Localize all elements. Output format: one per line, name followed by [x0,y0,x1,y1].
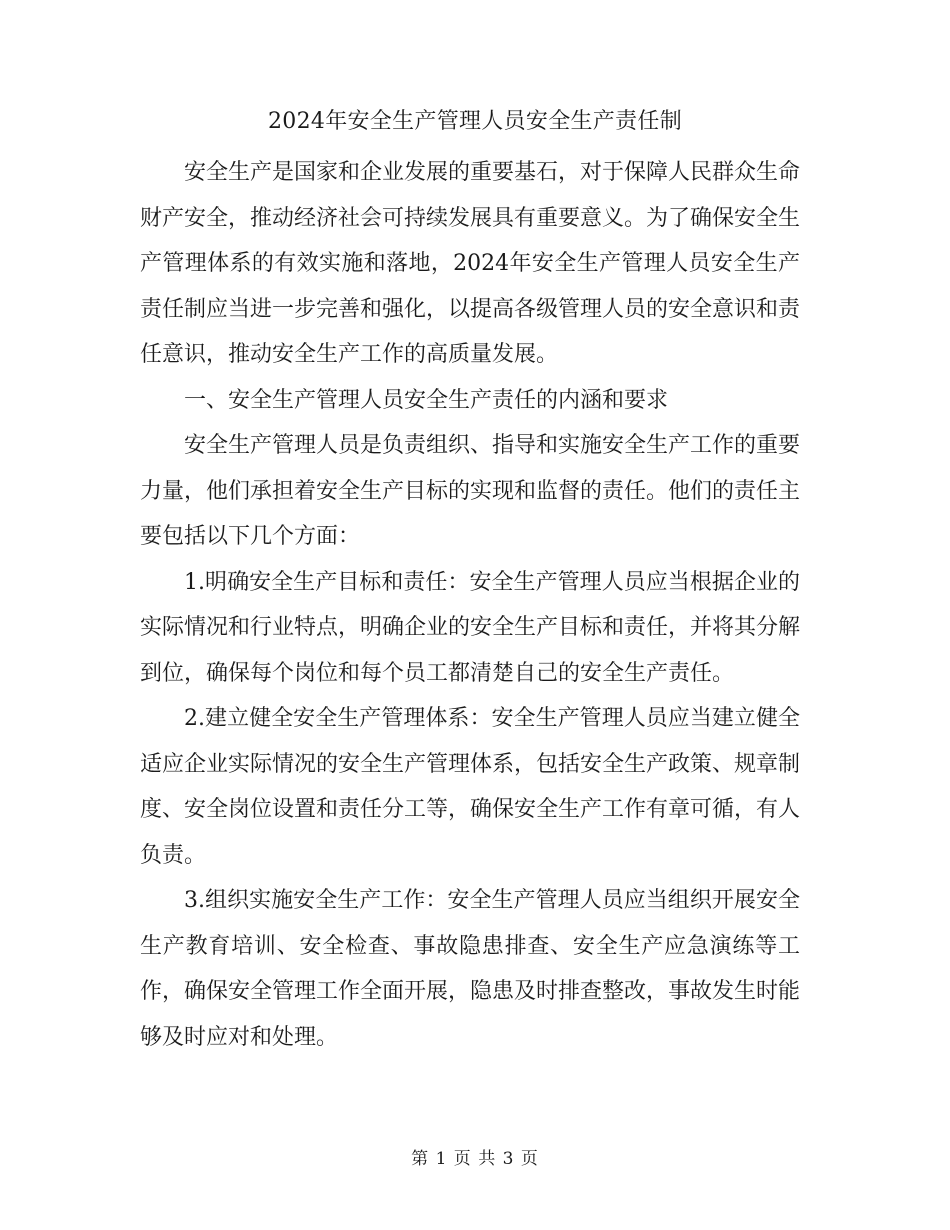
page-number-footer: 第 1 页 共 3 页 [411,1149,539,1169]
paragraph-item-3: 3.组织实施安全生产工作：安全生产管理人员应当组织开展安全生产教育培训、安全检查、事故隐患排查、安全生产应急演练等工作，确保安全管理工作全面开展，隐患及时排查整改，事故发生时能够及时应对和处理。 [140,888,801,1050]
paragraph-item-1: 1.明确安全生产目标和责任：安全生产管理人员应当根据企业的实际情况和行业特点，明确企业的安全生产目标和责任，并将其分解到位，确保每个岗位和每个员工都清楚自己的安全生产责任。 [140,569,801,686]
document-body [140,150,800,1060]
paragraph-item-2: 2.建立健全安全生产管理体系：安全生产管理人员应当建立健全适应企业实际情况的安全生产管理体系，包括安全生产政策、规章制度、安全岗位设置和责任分工等，确保安全生产工作有章可循，有人负责。 [140,706,801,868]
section-heading-1: 一、安全生产管理人员安全生产责任的内涵和要求 [184,387,669,413]
paragraph-intro: 安全生产是国家和企业发展的重要基石，对于保障人民群众生命财产安全，推动经济社会可持续发展具有重要意义。为了确保安全生产管理体系的有效实施和落地，2024年安全生产管理人员安全生产责任制应当进一步完善和强化，以提高各级管理人员的安全意识和责任意识，推动安全生产工作的高质量发展。 [140,160,801,367]
paragraph-section-1-intro: 安全生产管理人员是负责组织、指导和实施安全生产工作的重要力量，他们承担着安全生产目标的实现和监督的责任。他们的责任主要包括以下几个方面： [140,433,801,549]
document-title: 2024年安全生产管理人员安全生产责任制 [268,109,682,134]
